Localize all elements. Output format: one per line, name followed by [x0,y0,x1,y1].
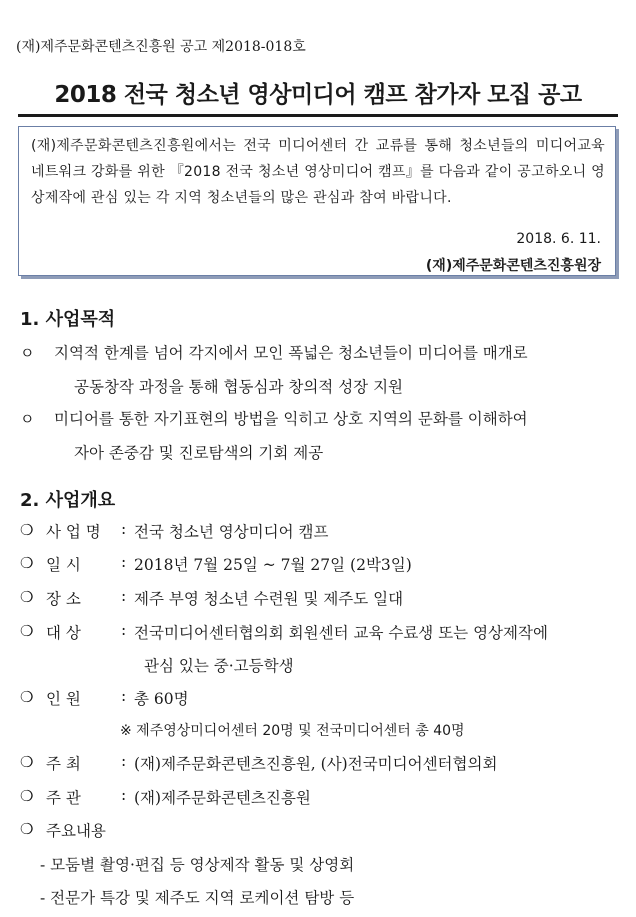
notice-date: 2018. 6. 11. [516,231,601,247]
circle-bullet-icon: ❍ [20,521,34,539]
overview-label-target: 대 상 [46,624,81,642]
separator: : [121,752,127,770]
overview-value-date: 2018년 7월 25일 ~ 7월 27일 (2박3일) [134,556,412,574]
purpose-item-1-line-2: 공동창작 과정을 통해 협동심과 창의적 성장 지원 [74,378,404,396]
hollow-bullet-icon: ㅇ [20,344,35,362]
overview-value-name: 전국 청소년 영상미디어 캠프 [134,523,329,541]
circle-bullet-icon: ❍ [20,787,34,805]
overview-count-note: ※ 제주영상미디어센터 20명 및 전국미디어센터 총 40명 [120,723,465,739]
separator: : [121,553,127,571]
contents-item-2: - 전문가 특강 및 제주도 지역 로케이션 탐방 등 [40,889,355,907]
separator: : [121,687,127,705]
purpose-item-2-line-2: 자아 존중감 및 진로탐색의 기회 제공 [74,444,324,462]
circle-bullet-icon: ❍ [20,588,34,606]
overview-label-count: 인 원 [46,690,81,708]
notice-box [18,126,616,276]
page-title: 2018 전국 청소년 영상미디어 캠프 참가자 모집 공고 [54,82,582,108]
section-title-overview: 2. 사업개요 [20,490,116,511]
overview-value-host: (재)제주문화콘텐츠진흥원, (사)전국미디어센터협의회 [134,755,498,773]
circle-bullet-icon: ❍ [20,753,34,771]
overview-label-contents: 주요내용 [46,822,106,840]
overview-label-place: 장 소 [46,590,81,608]
notice-signature: (재)제주문화콘텐츠진흥원장 [425,258,601,274]
hollow-bullet-icon: ㅇ [20,410,35,428]
separator: : [121,621,127,639]
notice-body: (재)제주문화콘텐츠진흥원에서는 전국 미디어센터 간 교류를 통해 청소년들의 미디어교육 네트워크 강화를 위한 『2018 전국 청소년 영상미디어 캠프』를 다음과 같이 공고하오니 영상제작에 관심 있는 각 지역 청소년들의 많은 관심과 참여 바랍니다. [31,138,605,206]
circle-bullet-icon: ❍ [20,622,34,640]
circle-bullet-icon: ❍ [20,688,34,706]
title-underline [18,114,618,117]
overview-label-host: 주 최 [46,755,81,773]
contents-item-1: - 모둠별 촬영·편집 등 영상제작 활동 및 상영회 [40,856,355,874]
overview-value-target-cont: 관심 있는 중·고등학생 [144,657,294,675]
overview-value-place: 제주 부영 청소년 수련원 및 제주도 일대 [134,590,404,608]
document-number: (재)제주문화콘텐츠진흥원 공고 제2018-018호 [16,39,306,55]
purpose-item-2-line-1: 미디어를 통한 자기표현의 방법을 익히고 상호 지역의 문화를 이해하여 [54,410,528,428]
purpose-item-1-line-1: 지역적 한계를 넘어 각지에서 모인 폭넓은 청소년들이 미디어를 매개로 [54,344,528,362]
overview-label-organizer: 주 관 [46,789,81,807]
circle-bullet-icon: ❍ [20,554,34,572]
separator: : [121,786,127,804]
section-title-purpose: 1. 사업목적 [20,309,116,330]
overview-value-target: 전국미디어센터협의회 회원센터 교육 수료생 또는 영상제작에 [134,624,548,642]
separator: : [121,587,127,605]
overview-value-organizer: (재)제주문화콘텐츠진흥원 [134,789,311,807]
overview-value-count: 총 60명 [134,690,189,708]
circle-bullet-icon: ❍ [20,820,34,838]
separator: : [121,520,127,538]
overview-label-name: 사 업 명 [46,523,101,541]
overview-label-date: 일 시 [46,556,81,574]
